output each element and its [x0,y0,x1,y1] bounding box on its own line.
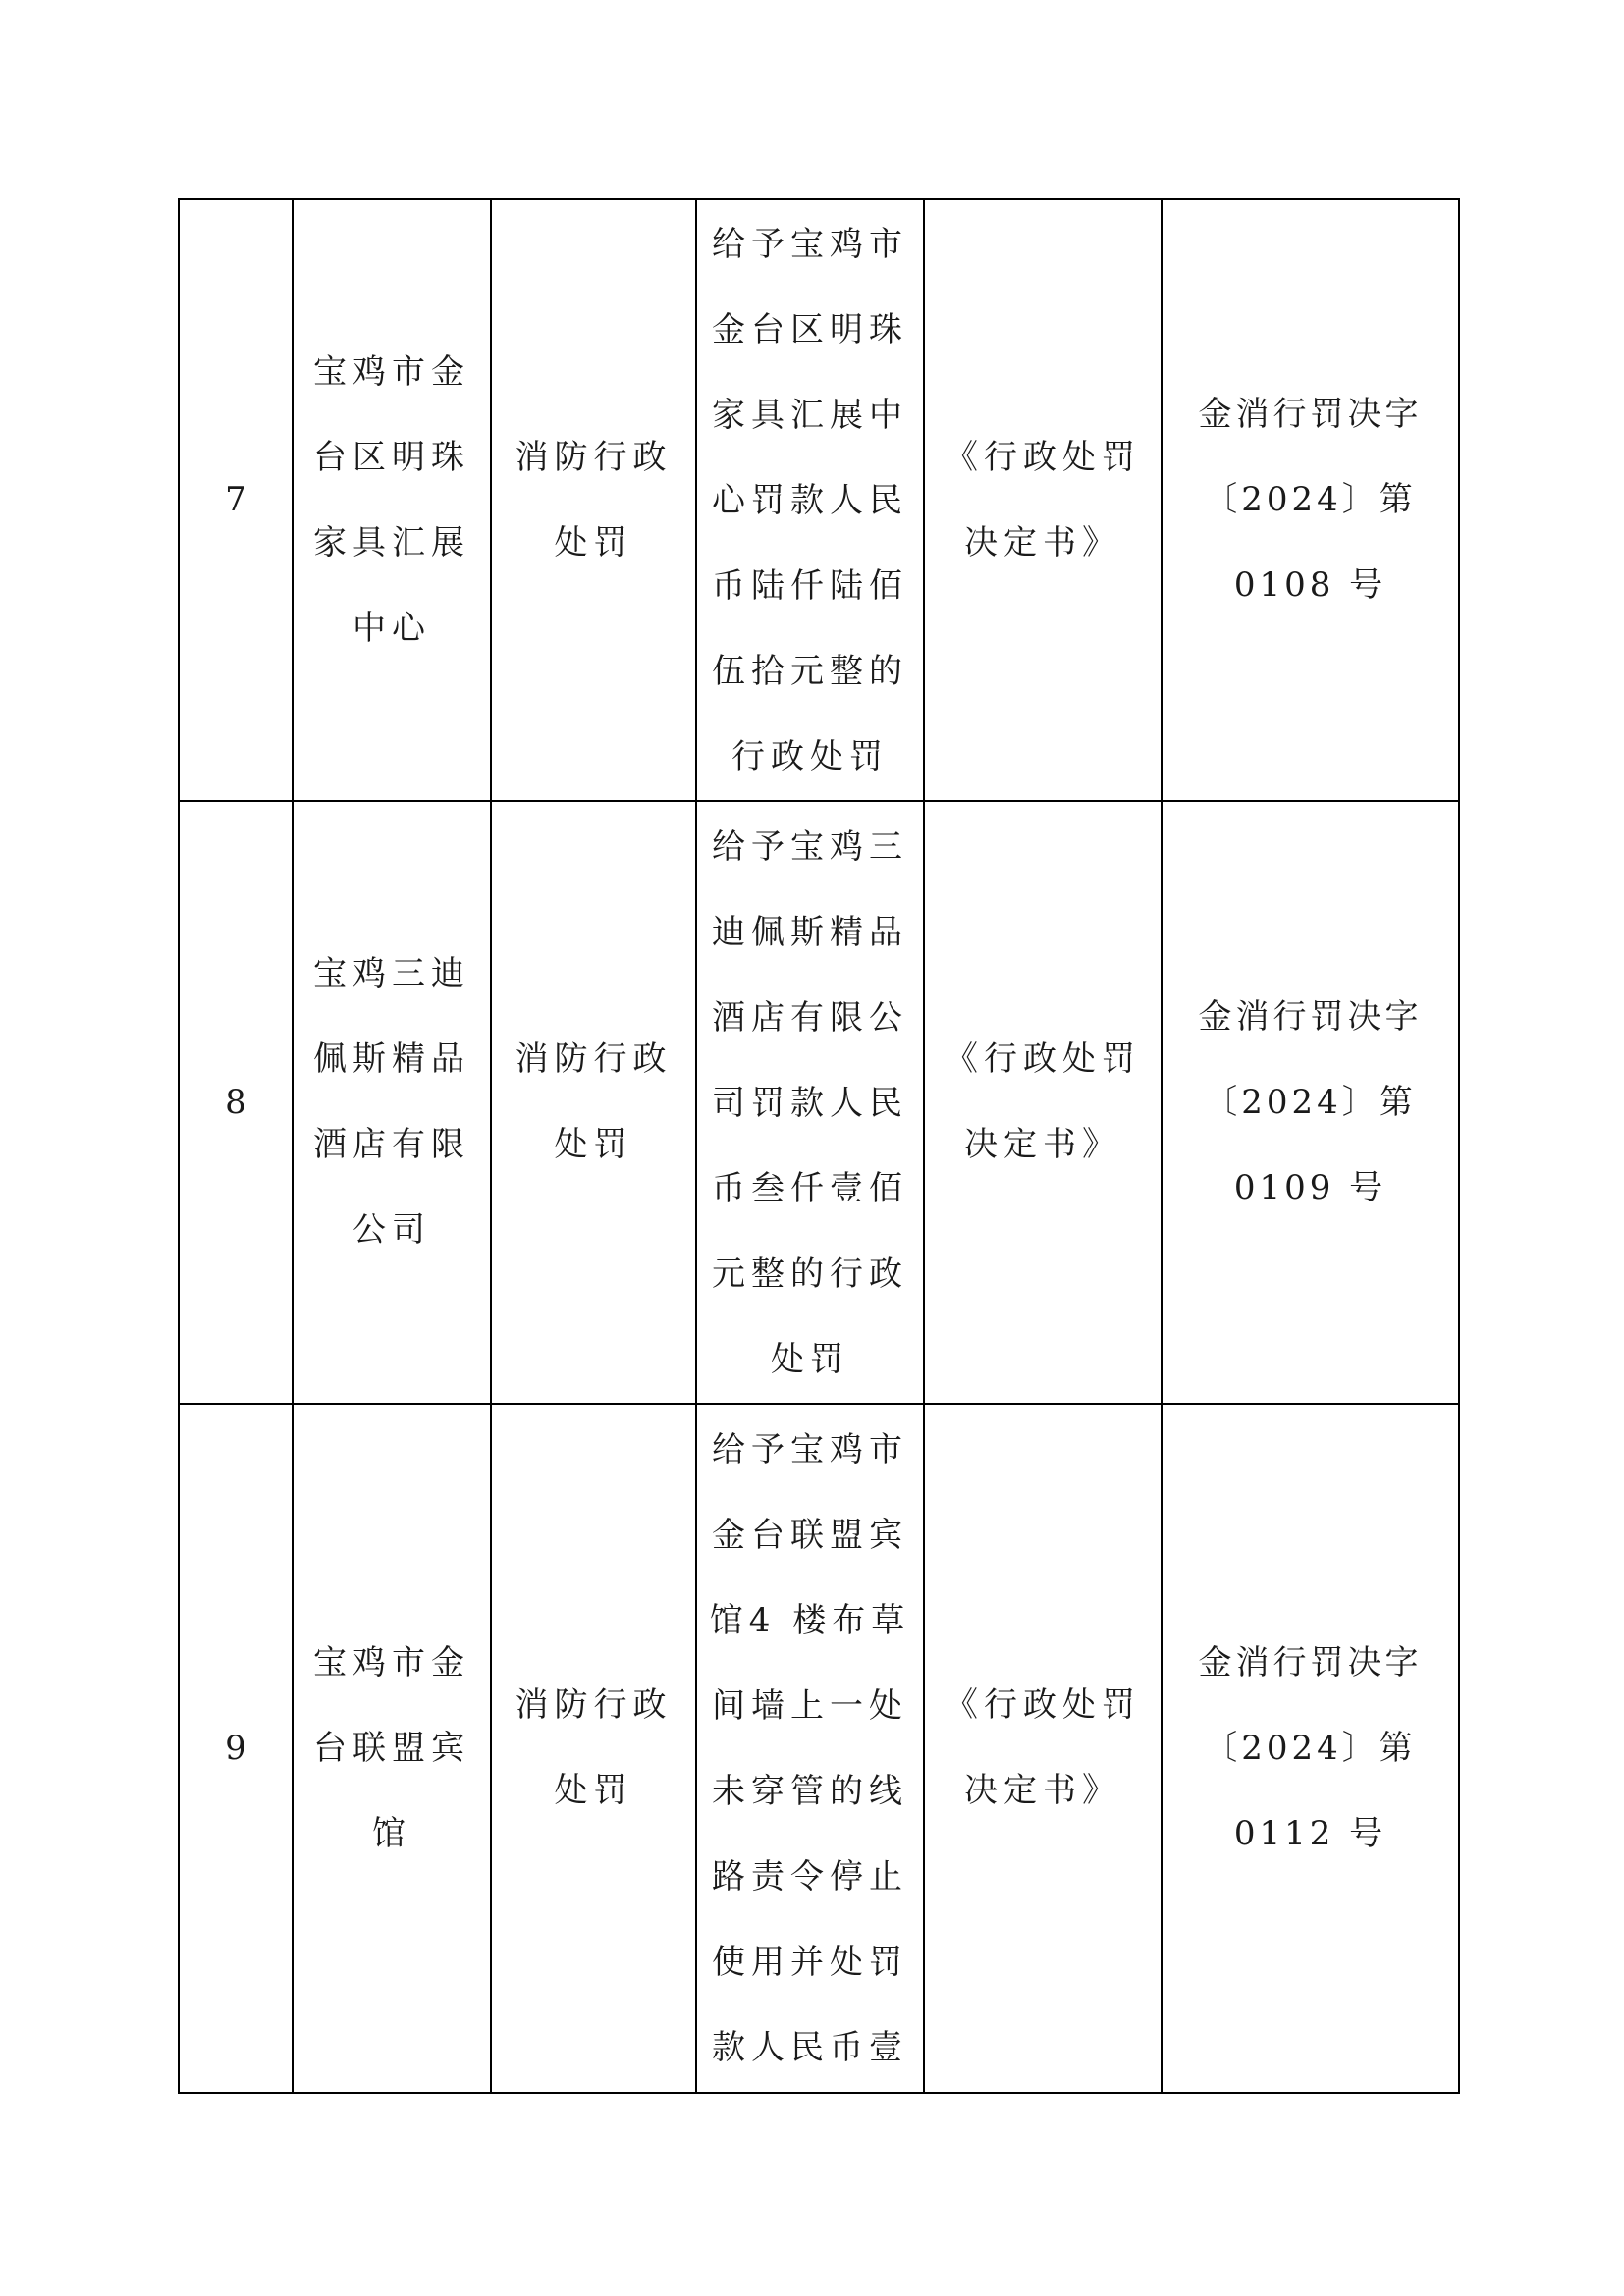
penalty-content: 给予宝鸡三 迪佩斯精品 酒店有限公 司罚款人民 币叁仟壹佰 元整的行政 处罚 [712,827,908,1379]
party-name: 宝鸡市金 台区明珠 家具汇展 中心 [313,351,470,648]
table-row [179,1404,1459,2093]
index-cell [179,199,293,801]
penalty-basis-cell [924,1404,1162,2093]
party-cell [293,801,491,1404]
penalty-type-cell [491,199,696,801]
party-cell [293,1404,491,2093]
penalty-table [178,198,1460,2094]
penalty-type-cell [491,801,696,1404]
penalty-type: 消防行政 处罚 [514,1040,673,1164]
penalty-basis-cell [924,801,1162,1404]
penalty-basis: 《行政处罚 决定书》 [945,1040,1141,1164]
penalty-basis-cell [924,199,1162,801]
row-index: 8 [225,1082,246,1122]
penalty-content-cell [696,801,924,1404]
index-cell [179,801,293,1404]
table-row [179,199,1459,801]
penalty-basis: 《行政处罚 决定书》 [945,437,1141,562]
row-index: 9 [225,1728,246,1768]
penalty-content: 给予宝鸡市 金台联盟宾 馆4 楼布草 间墙上一处 未穿管的线 路责令停止 使用并处罚 款人民币壹 [709,1430,911,2067]
index-cell [179,1404,293,2093]
document-number-cell [1162,199,1459,801]
penalty-type: 消防行政 处罚 [514,1685,673,1810]
party-name: 宝鸡三迪 佩斯精品 酒店有限 公司 [313,954,470,1250]
document-number: 金消行罚决字 〔2024〕第 0109 号 [1198,996,1423,1207]
party-cell [293,199,491,801]
document-number: 金消行罚决字 〔2024〕第 0112 号 [1198,1642,1423,1853]
document-number: 金消行罚决字 〔2024〕第 0108 号 [1198,395,1423,605]
document-number-cell [1162,1404,1459,2093]
document-number-cell [1162,801,1459,1404]
row-index: 7 [225,480,246,519]
penalty-content-cell [696,199,924,801]
table-row [179,801,1459,1404]
penalty-content: 给予宝鸡市 金台区明珠 家具汇展中 心罚款人民 币陆仟陆佰 伍拾元整的 行政处罚 [712,225,908,776]
penalty-basis: 《行政处罚 决定书》 [945,1685,1141,1810]
party-name: 宝鸡市金 台联盟宾 馆 [313,1642,470,1853]
penalty-content-cell [696,1404,924,2093]
penalty-type-cell [491,1404,696,2093]
penalty-type: 消防行政 处罚 [514,437,673,562]
